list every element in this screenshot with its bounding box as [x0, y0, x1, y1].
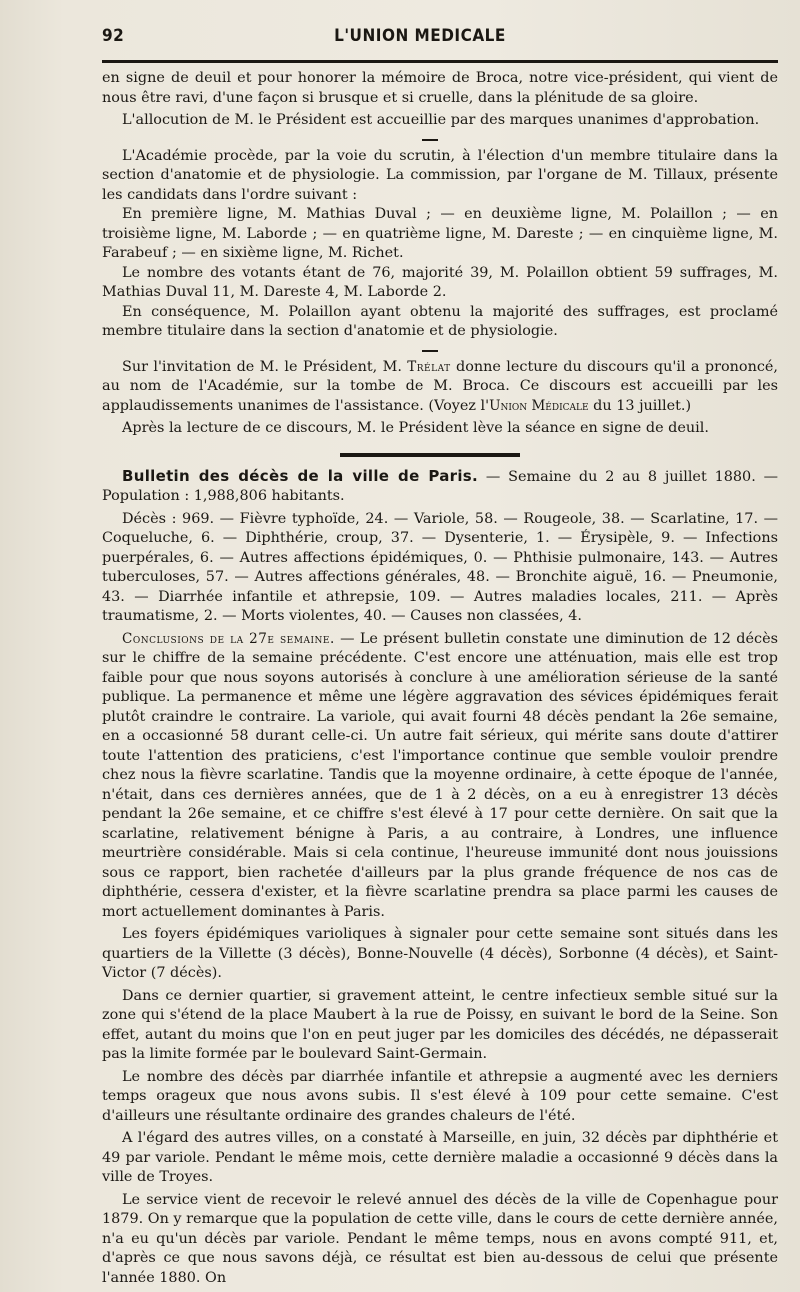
paragraph-votants: Le nombre des votants étant de 76, majorité 39, M. Polaillon obtient 59 suffrages, M. Mathias Duval 11, M. Dareste 4, M. Laborde 2.: [102, 264, 778, 300]
running-head: [102, 26, 778, 56]
paragraph-proclamation: En conséquence, M. Polaillon ayant obtenu la majorité des suffrages, est proclamé membre titulaire dans la section d'anatomie et de physiologie.: [102, 303, 778, 339]
bulletin-heading: [102, 467, 778, 507]
paragraph-autres-villes: A l'égard des autres villes, on a constaté à Marseille, en juin, 32 décès par diphthérie et 49 par variole. Pendant le même mois, cette dernière maladie a occasionné 9 décès dans la ville de Troyes.: [102, 1130, 778, 1185]
paragraph-copenhague: Le service vient de recevoir le relevé annuel des décès de la ville de Copenhague pour 1879. On y remarque que la population de cette ville, dans le cours de cette dernière année, n'a eu qu'un décès par variole. Pendant le même temps, nous en avons compté 911, et, d'après ce que nous savons déjà, ce résultat est bien au-dessous de celui que présente l'année 1880. On: [102, 1191, 778, 1286]
journal-reference: Union Médicale: [489, 397, 589, 414]
separator-dash: [422, 350, 438, 352]
discours-text-b: donne lecture du discours qu'il a prononcé, au nom de l'Académie, sur la tombe de M. Broca. Ce discours est accueilli par les applaudissements unanimes de l'assistance. (Voyez l': [102, 358, 778, 414]
section-rule: [340, 453, 520, 457]
header-rule: [102, 60, 778, 63]
speaker-name: Trélat: [407, 358, 451, 375]
paragraph-discours: [102, 358, 778, 417]
paragraph-seance: Après la lecture de ce discours, M. le Président lève la séance en signe de deuil.: [122, 420, 709, 436]
conclusions-text: — Le présent bulletin constate une diminution de 12 décès sur le chiffre de la semaine précédente. C'est encore une atténuation, mais elle est trop faible pour que nous soyons autorisés à conclure à une amélioration sérieuse de la santé publique. La permanence et même une légère aggravation des sévices épidémiques ferait plutôt craindre le contraire. La variole, qui avait fourni 48 décès pendant la 26e semaine, en a occasionné 58 durant celle-ci. Un autre fait sérieux, qui mérite sans doute d'attirer toute l'attention des praticiens, c'est l'importance continue que semble vouloir prendre chez nous la fièvre scarlatine. Tandis que la moyenne ordinaire, à cette époque de l'année, n'était, dans ces dernières années, que de 1 à 2 décès, on a eu à enregistrer 13 décès pendant la 26e semaine, et ce chiffre s'est élevé à 17 pour cette dernière. On sait que la scarlatine, relativement bénigne à Paris, a au contraire, à Londres, une influence meurtrière considérable. Mais si cela continue, l'heureuse immunité dont nous jouissions sous ce rapport, bien rachetée d'ailleurs par la plus grande fréquence de nos cas de diphthérie, cessera d'exister, et la fièvre scarlatine prendra sa place parmi les causes de mort actuellement dominantes à Paris.: [102, 630, 778, 920]
journal-title: L'UNION MEDICALE: [334, 26, 506, 46]
bulletin-title: Bulletin des décès de la ville de Paris.: [122, 466, 479, 485]
paragraph-election: L'Académie procède, par la voie du scrutin, à l'élection d'un membre titulaire dans la section d'anatomie et de physiologie. La commission, par l'organe de M. Tillaux, présente les candidats dans l'ordre suivant :: [102, 147, 778, 203]
paragraph-deces: Décès : 969. — Fièvre typhoïde, 24. — Variole, 58. — Rougeole, 38. — Scarlatine, 17. — Coqueluche, 6. — Diphthérie, croup, 37. — Dysenterie, 1. — Érysipèle, 9. — Infections puerpérales, 6. — Autres affections épidémiques, 0. — Phthisie pulmonaire, 143. — Autres tuberculoses, 57. — Autres affections générales, 48. — Bronchite aiguë, 16. — Pneumonie, 43. — Diarrhée infantile et athrepsie, 109. — Autres maladies locales, 211. — Après traumatisme, 2. — Morts violentes, 40. — Causes non classées, 4.: [102, 510, 778, 624]
page-number: 92: [102, 26, 125, 46]
discours-text-c: du 13 juillet.): [588, 397, 692, 414]
paragraph-allocution: L'allocution de M. le Président est accueillie par des marques unanimes d'approbation.: [122, 112, 760, 128]
discours-text-a: Sur l'invitation de M. le Président, M.: [122, 358, 408, 375]
paragraph-candidats: En première ligne, M. Mathias Duval ; — en deuxième ligne, M. Polaillon ; — en troisième ligne, M. Laborde ; — en quatrième ligne, M. Dareste ; — en cinquième ligne, M. Farabeuf ; — en sixième ligne, M. Richet.: [102, 206, 778, 261]
bulletin-heading-rest: — Semaine du 2 au 8 juillet 1880. — Population : 1,988,806 habitants.: [102, 468, 778, 504]
separator-dash: [422, 139, 438, 141]
paragraph-deuil: en signe de deuil et pour honorer la mémoire de Broca, notre vice-président, qui vient de nous être ravi, d'une façon si brusque et si cruelle, dans la plénitude de sa gloire.: [102, 70, 778, 106]
conclusions-label: Conclusions de la 27e semaine.: [122, 630, 335, 647]
paragraph-quartier: Dans ce dernier quartier, si gravement atteint, le centre infectieux semble situé sur la zone qui s'étend de la place Maubert à la rue de Poissy, en suivant le bord de la Seine. Son effet, autant du moins que l'on en peut juger par les domiciles des décédés, ne dépasserait pas la limite formée par le boulevard Saint-Germain.: [102, 987, 778, 1062]
paragraph-conclusions: [102, 630, 778, 923]
paragraph-diarrhee: Le nombre des décès par diarrhée infantile et athrepsie a augmenté avec les derniers temps orageux que nous avons subis. Il s'est élevé à 109 pour cette semaine. C'est d'ailleurs une résultante ordinaire des grandes chaleurs de l'été.: [102, 1068, 778, 1124]
paragraph-foyers: Les foyers épidémiques varioliques à signaler pour cette semaine sont situés dans les quartiers de la Villette (3 décès), Bonne-Nouvelle (4 décès), Sorbonne (4 décès), et Saint-Victor (7 décès).: [102, 926, 778, 981]
